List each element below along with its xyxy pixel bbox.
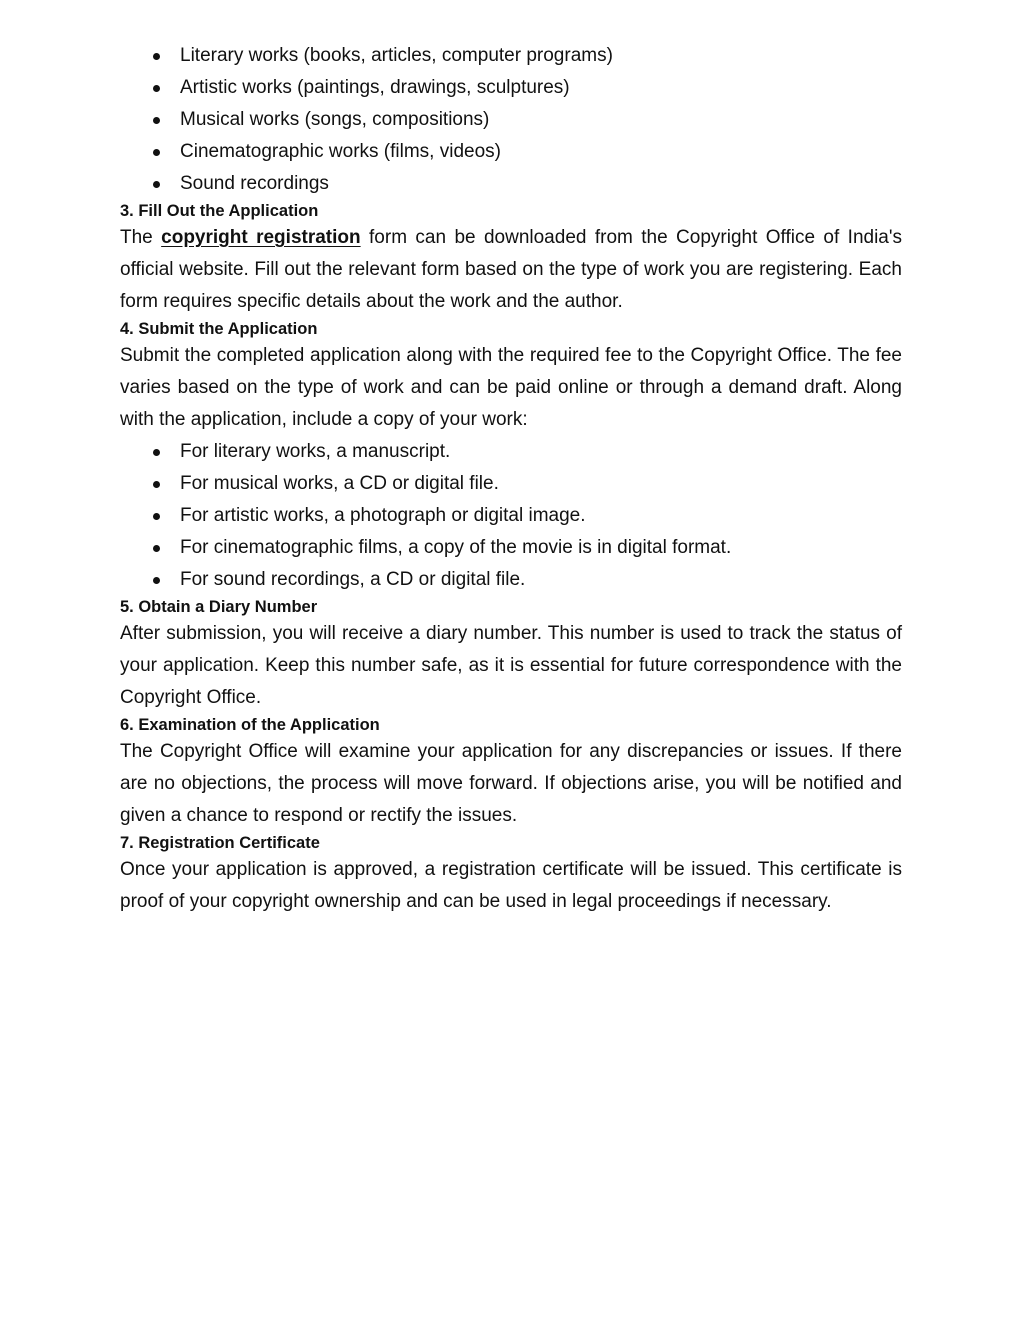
section-heading-examination: 6. Examination of the Application [120,716,380,734]
copyright-registration-link[interactable]: copyright registration [161,227,361,248]
document-page [120,40,902,918]
work-copy-list [120,436,902,596]
list-item-text: For musical works, a CD or digital file. [180,473,499,494]
work-types-list [120,40,902,200]
section-paragraph-submit: Submit the completed application along with the required fee to the Copyright Office. The fee varies based on the type of work and can be paid online or through a demand draft. Along with the application, include a copy of your work: [120,345,902,430]
section-heading-diary-number: 5. Obtain a Diary Number [120,598,318,616]
list-item [120,532,902,564]
bullet-icon [153,513,160,520]
bullet-icon [153,149,160,156]
bullet-icon [153,481,160,488]
list-item-text: For cinematographic films, a copy of the movie is in digital format. [180,537,732,558]
section-paragraph-diary-number: After submission, you will receive a diary number. This number is used to track the status of your application. Keep this number safe, as it is essential for future correspondence with the Copyright Office. [120,623,902,708]
paragraph-text: form can be downloaded from the Copyright Office of India's official website. Fill out the relevant form based on the type of work you are registering. Each form requires specific details about the work and the author. [120,227,903,312]
list-item-text: Cinematographic works (films, videos) [180,141,501,162]
list-item [120,72,902,104]
list-item-text: Musical works (songs, compositions) [180,109,490,130]
section-heading-fill-out: 3. Fill Out the Application [120,202,319,220]
list-item [120,500,902,532]
list-item-text: For sound recordings, a CD or digital file. [180,569,526,590]
bullet-icon [153,53,160,60]
bullet-icon [153,449,160,456]
section-paragraph-fill-out [120,222,902,318]
list-item [120,40,902,72]
list-item [120,136,902,168]
list-item [120,564,902,596]
list-item [120,436,902,468]
list-item [120,468,902,500]
section-heading-submit: 4. Submit the Application [120,320,318,338]
list-item [120,168,902,200]
bullet-icon [153,577,160,584]
bullet-icon [153,545,160,552]
list-item-text: For literary works, a manuscript. [180,441,451,462]
list-item-text: Literary works (books, articles, computer programs) [180,45,613,66]
bullet-icon [153,117,160,124]
section-paragraph-certificate: Once your application is approved, a registration certificate will be issued. This certificate is proof of your copyright ownership and can be used in legal proceedings if necessary. [120,859,902,912]
list-item-text: For artistic works, a photograph or digital image. [180,505,586,526]
paragraph-text: The [120,227,162,248]
section-paragraph-examination: The Copyright Office will examine your application for any discrepancies or issues. If there are no objections, the process will move forward. If objections arise, you will be notified and given a chance to respond or rectify the issues. [120,741,902,826]
list-item [120,104,902,136]
section-heading-certificate: 7. Registration Certificate [120,834,320,852]
bullet-icon [153,181,160,188]
list-item-text: Artistic works (paintings, drawings, sculptures) [180,77,570,98]
bullet-icon [153,85,160,92]
list-item-text: Sound recordings [180,173,329,194]
